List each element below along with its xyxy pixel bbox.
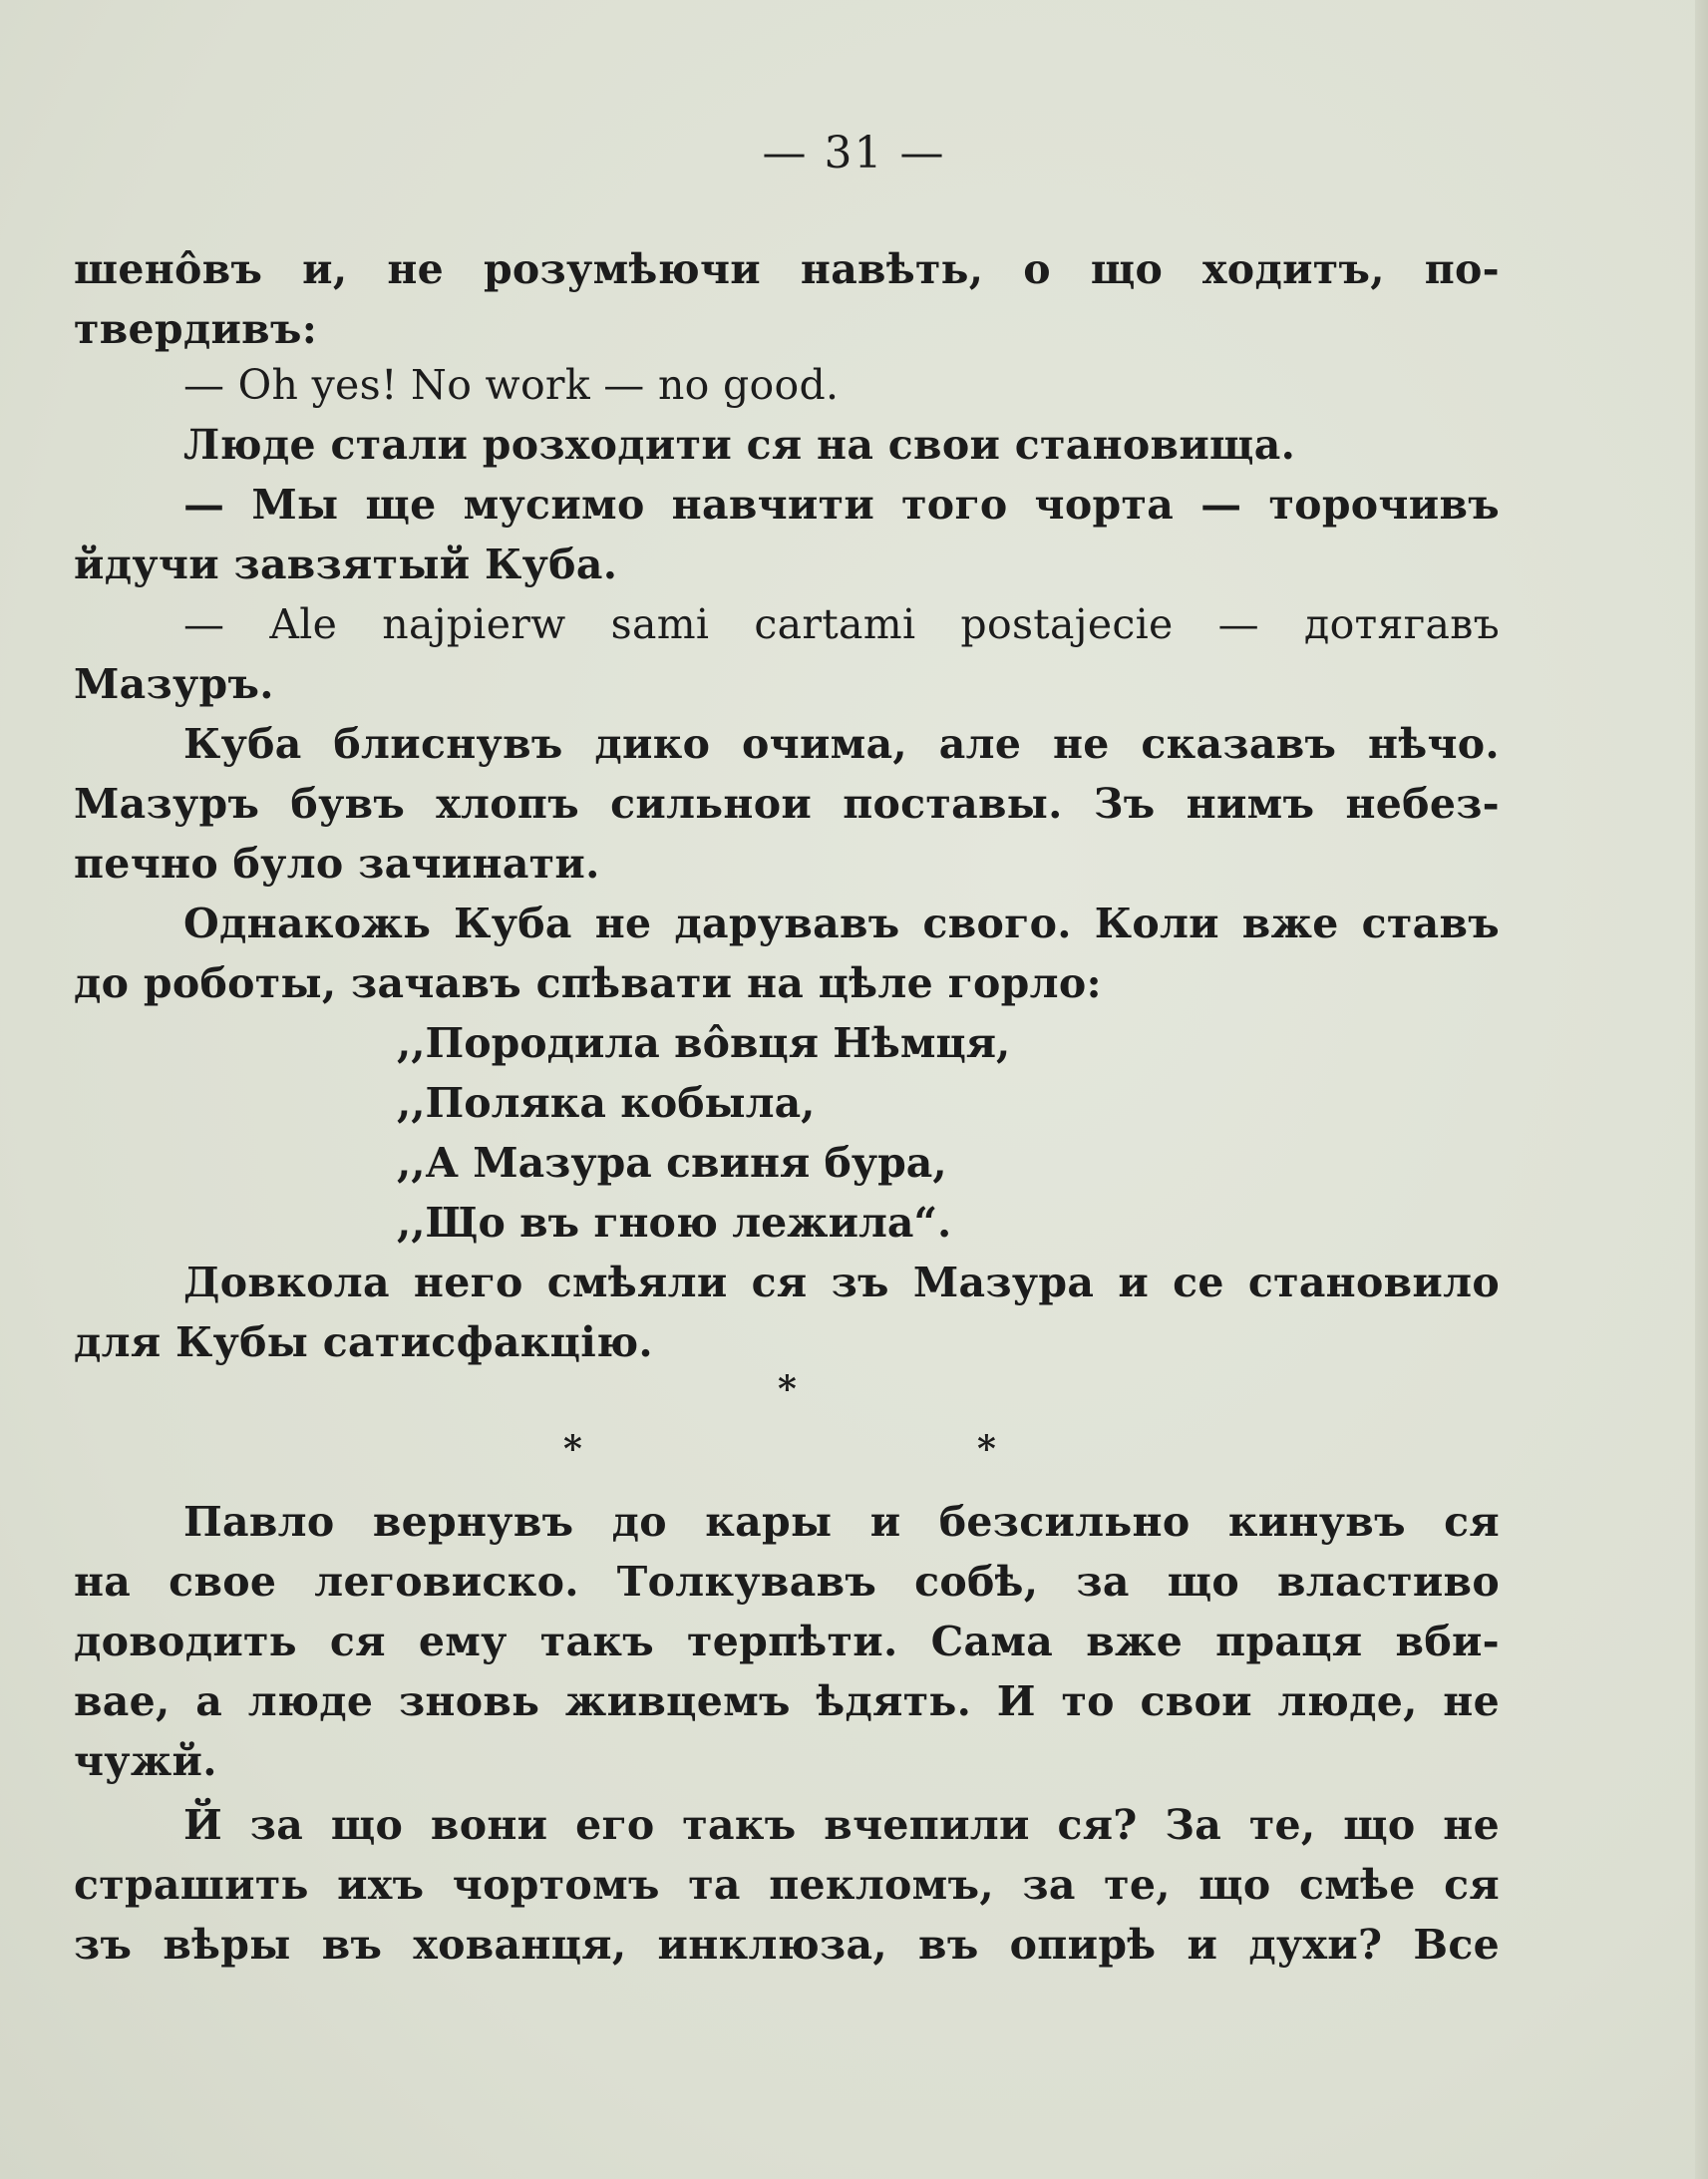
verse-line: ,,Що въ гною лежила“. bbox=[397, 1199, 952, 1247]
text-line: йдучи завзятый Куба. bbox=[74, 541, 618, 588]
text-line: Павло вернувъ до кары и безсильно кинувъ ся bbox=[183, 1498, 1500, 1546]
verse-line: ,,А Мазура свиня бура, bbox=[397, 1139, 947, 1187]
text-line: печно було зачинати. bbox=[74, 840, 600, 888]
section-break-asterisk: * bbox=[977, 1428, 996, 1470]
text-line: для Кубы сатисфакцію. bbox=[74, 1318, 654, 1366]
text-line: до роботы, зачавъ спѣвати на цѣле горло: bbox=[74, 959, 1102, 1007]
section-break-asterisk: * bbox=[563, 1428, 582, 1470]
text-line: — Мы ще мусимо навчити того чорта — торочивъ bbox=[183, 481, 1500, 529]
page-number: — 31 — bbox=[762, 128, 946, 179]
verse-line: ,,Породила вôвця Нѣмця, bbox=[397, 1019, 1011, 1067]
page-edge-shadow bbox=[1695, 0, 1708, 2179]
text-line: чужй. bbox=[74, 1737, 217, 1785]
text-line: твердивъ: bbox=[74, 305, 318, 353]
text-line: Мазуръ бувъ хлопъ сильнои поставы. Зъ нимъ небез- bbox=[74, 780, 1500, 828]
text-line: шенôвъ и, не розумѣючи навѣть, о що ходитъ, по- bbox=[74, 245, 1500, 293]
text-line: Однакожь Куба не дарувавъ свого. Коли вже ставъ bbox=[183, 900, 1500, 947]
text-line: вае, а люде зновь живцемъ ѣдять. И то свои люде, не bbox=[74, 1677, 1500, 1725]
text-line: Й за що вони его такъ вчепили ся? За те, що не bbox=[183, 1801, 1500, 1849]
text-line: страшить ихъ чортомъ та пекломъ, за те, що смѣе ся bbox=[74, 1861, 1500, 1909]
section-break-asterisk: * bbox=[778, 1368, 797, 1410]
text-line: доводить ся ему такъ терпѣти. Сама вже праця вби- bbox=[74, 1618, 1500, 1665]
text-line: Люде стали розходити ся на свои становища. bbox=[183, 421, 1296, 469]
text-line: на свое леговиско. Толкувавъ собѣ, за що властиво bbox=[74, 1558, 1500, 1606]
text-line: Довкола него смѣяли ся зъ Мазура и се становило bbox=[183, 1259, 1500, 1306]
verse-line: ,,Поляка кобыла, bbox=[397, 1079, 816, 1127]
text-line: — Oh yes! No work — no good. bbox=[183, 361, 840, 409]
text-line: зъ вѣры въ хованця, инклюза, въ опирѣ и духи? Все bbox=[74, 1921, 1500, 1969]
text-line: Куба блиснувъ дико очима, але не сказавъ нѣчо. bbox=[183, 720, 1500, 768]
text-line: — Ale najpierw sami cartami postajecie — дотягавъ bbox=[183, 600, 1500, 648]
text-line: Мазуръ. bbox=[74, 660, 274, 708]
